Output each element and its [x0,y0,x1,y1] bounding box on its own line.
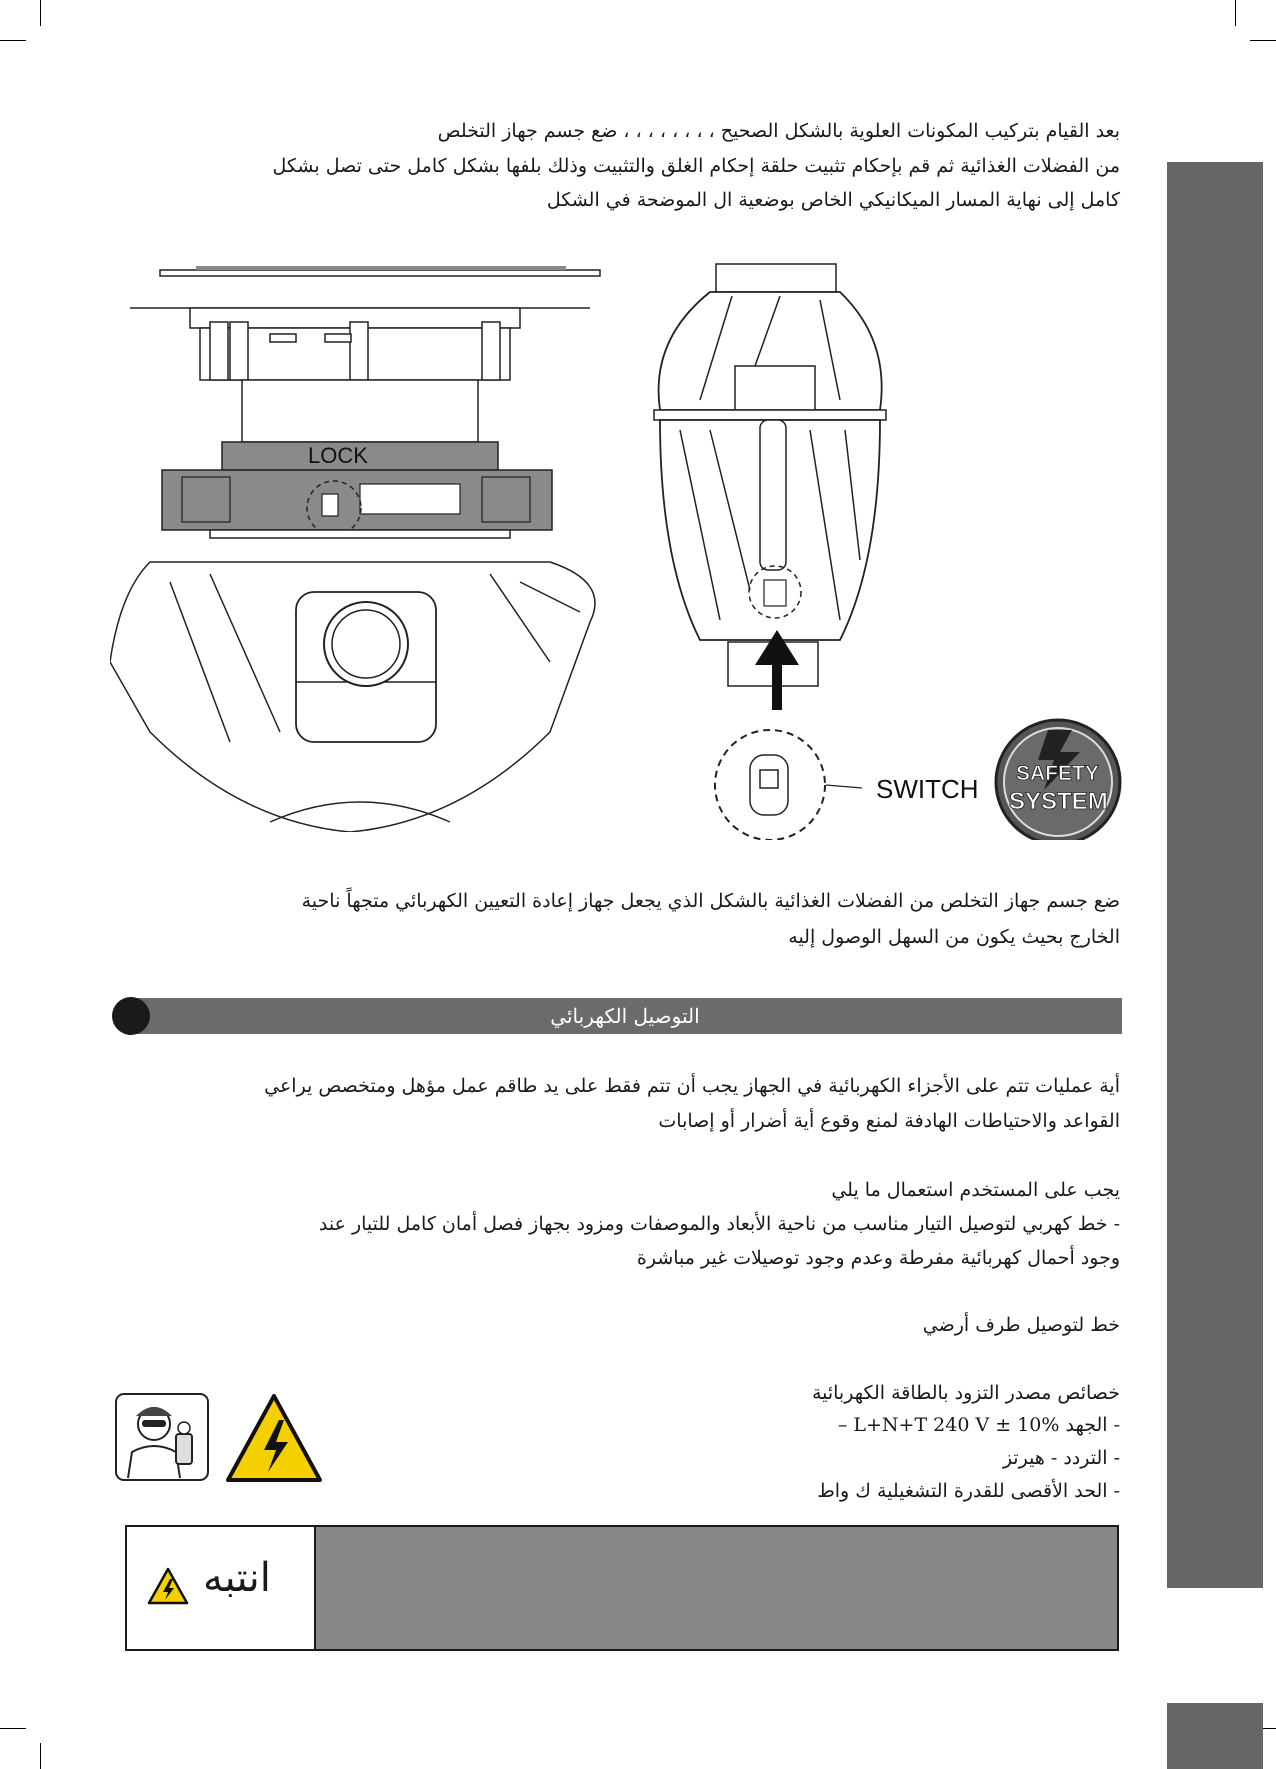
body-p2-line-3: وجود أحمال كهربائية مفرطة وعدم وجود توصيلات غير مباشرة [636,1247,1120,1269]
switch-label: SWITCH [876,774,979,804]
warning-triangle-icon [147,1567,189,1605]
page-number-tab [1167,1703,1263,1769]
crop-mark [1250,40,1276,41]
crop-mark [1235,0,1236,26]
body-p1-line-1: أية عمليات تتم على الأجزاء الكهربائية في الجهاز يجب أن تتم فقط على يد طاقم عمل مؤهل ومتخصص يراعي [264,1075,1120,1097]
crop-mark [40,1743,41,1769]
spec-title: خصائص مصدر التزود بالطاقة الكهربائية [811,1382,1120,1404]
body-p1-line-2: القواعد والاحتياطات الهادفة لمنع وقوع أية أضرار أو إصابات [658,1110,1120,1132]
lock-label: LOCK [308,443,368,468]
safety-label: SAFETY [1016,762,1099,785]
spec-voltage: - الجهد L+N+T 240 V ± 10% – [837,1414,1120,1436]
spec-power: - الحد الأقصى للقدرة التشغيلية ك واط [817,1480,1120,1502]
disposer-body-illustration [640,260,1140,840]
intro-line-1: بعد القيام بتركيب المكونات العلوية بالشكل الصحيح ، ، ، ، ، ، ، ، ضع جسم جهاز التخلص [437,120,1120,142]
spec-frequency: - التردد - هيرتز [1002,1447,1120,1469]
body-p2-line-2: - خط كهربي لتوصيل التيار مناسب من ناحية الأبعاد والموصفات ومزود بجهاز فصل أمان كامل للتيار عند [318,1213,1120,1235]
electrical-hazard-icon [224,1392,324,1484]
caption-line-1: ضع جسم جهاز التخلص من الفضلات الغذائية بالشكل الذي يجعل جهاز إعادة التعيين الكهربائي متجهاً ناحية [301,890,1120,912]
attention-note-box [125,1525,1119,1651]
body-p3: خط لتوصيل طرف أرضي [922,1314,1120,1336]
lock-ring-illustration [110,262,610,832]
crop-mark [40,0,41,26]
crop-mark [0,1728,26,1729]
section-title: التوصيل الكهربائي [550,1004,700,1028]
attention-label-cell [127,1527,316,1649]
sidebar-band [1167,162,1263,1588]
intro-line-2: من الفضلات الغذائية ثم قم بإحكام تثبيت حلقة إحكام الغلق والتثبيت وذلك بلفها بشكل كامل حتى تصل بشكل [272,155,1120,177]
system-label: SYSTEM [1009,788,1108,815]
intro-line-3: كامل إلى نهاية المسار الميكانيكي الخاص بوضعية ال الموضحة في الشكل [546,189,1120,211]
body-p2-line-1: يجب على المستخدم استعمال ما يلي [831,1179,1120,1201]
caption-line-2: الخارج بحيث يكون من السهل الوصول إليه [788,926,1120,948]
technician-icon [114,1392,210,1482]
attention-label: انتبه [203,1555,271,1601]
crop-mark [0,40,26,41]
